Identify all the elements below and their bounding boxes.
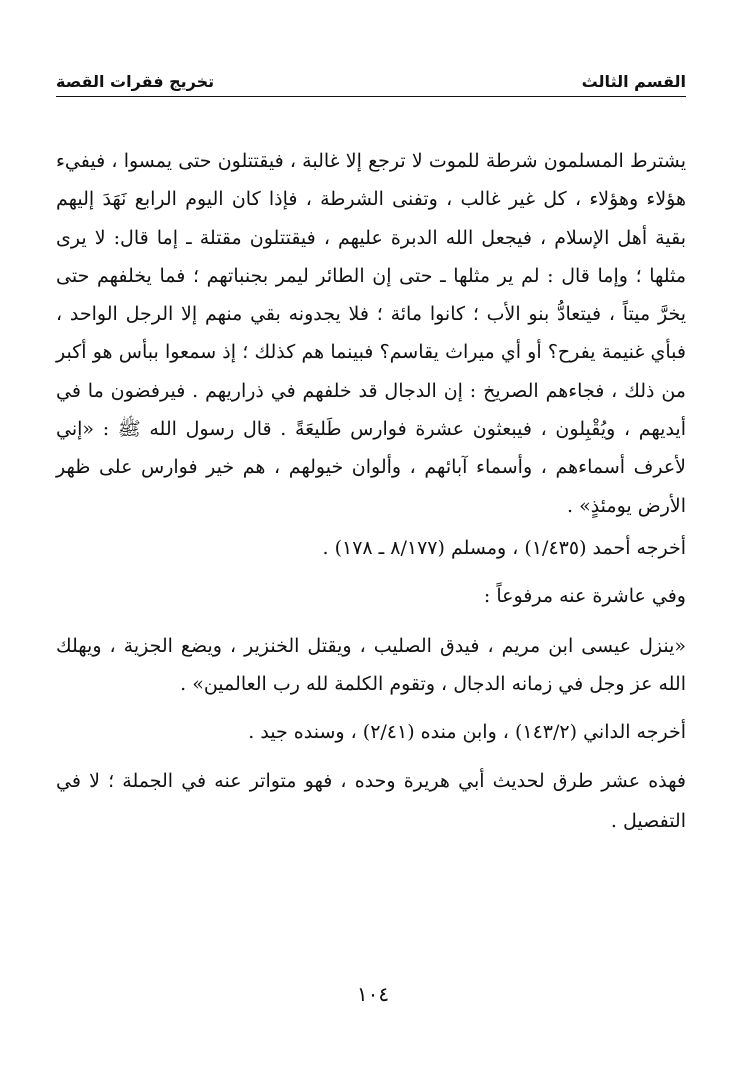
hadith-paragraph: يشترط المسلمون شرطة للموت لا ترجع إلا غالبة ، فيقتتلون حتى يمسوا ، فيفيء هؤلاء وهؤلاء ، كل غير غالب ، وتفنى الشرطة ، فإذا كان اليوم الرابع نَهَدَ إليهم بقية أهل الإسلام ، فيجعل الله الدبرة عليهم ، فيقتتلون مقتلة ـ إما قال: لا يرى مثلها ؛ وإما قال : لم ير مثلها ـ حتى إن الطائر ليمر بجنباتهم ؛ فما يخلفهم حتى يخرَّ ميتاً ، فيتعادُّ بنو الأب ؛ كانوا مائة ؛ فلا يجدونه بقي منهم إلا الرجل الواحد ، فبأي غنيمة يفرح؟ أو أي ميراث يقاسم؟ فبينما هم كذلك ؛ إذ سمعوا ببأس هو أكبر من ذلك ، فجاءهم الصريخ : إن الدجال قد خلفهم في ذراريهم . فيرفضون ما في أيديهم ، ويُقْبِلون ، فيبعثون عشرة فوارس طَليعَةً . قال رسول الله ﷺ : «إني لأعرف أسماءهم ، وأسماء آبائهم ، وألوان خيولهم ، هم خير فوارس على ظهر الأرض يومئذٍ» . <box>56 150 686 517</box>
page-number: ١٠٤ <box>356 982 390 1006</box>
narration-intro: وفي عاشرة عنه مرفوعاً : <box>483 584 686 607</box>
conclusion-paragraph: فهذه عشر طرق لحديث أبي هريرة وحده ، فهو متواتر عنه في الجملة ؛ لا في التفصيل . <box>56 769 686 832</box>
chapter-title: تخريج فقرات القصة <box>56 72 215 91</box>
hadith-quote: «ينزل عيسى ابن مريم ، فيدق الصليب ، ويقتل الخنزير ، ويضع الجزية ، ويهلك الله عز وجل في زمانه الدجال ، وتقوم الكلمة لله رب العالمين» . <box>56 634 686 695</box>
reference-line: أخرجه أحمد (١/٤٣٥) ، ومسلم (٨/١٧٧ ـ ١٧٨) . <box>322 536 686 559</box>
reference-line-2: أخرجه الداني (١٤٣/٢) ، وابن منده (٢/٤١) ، وسنده جيد . <box>248 720 686 743</box>
running-header <box>56 66 686 97</box>
section-title: القسم الثالث <box>581 72 686 91</box>
page-body <box>56 142 686 841</box>
